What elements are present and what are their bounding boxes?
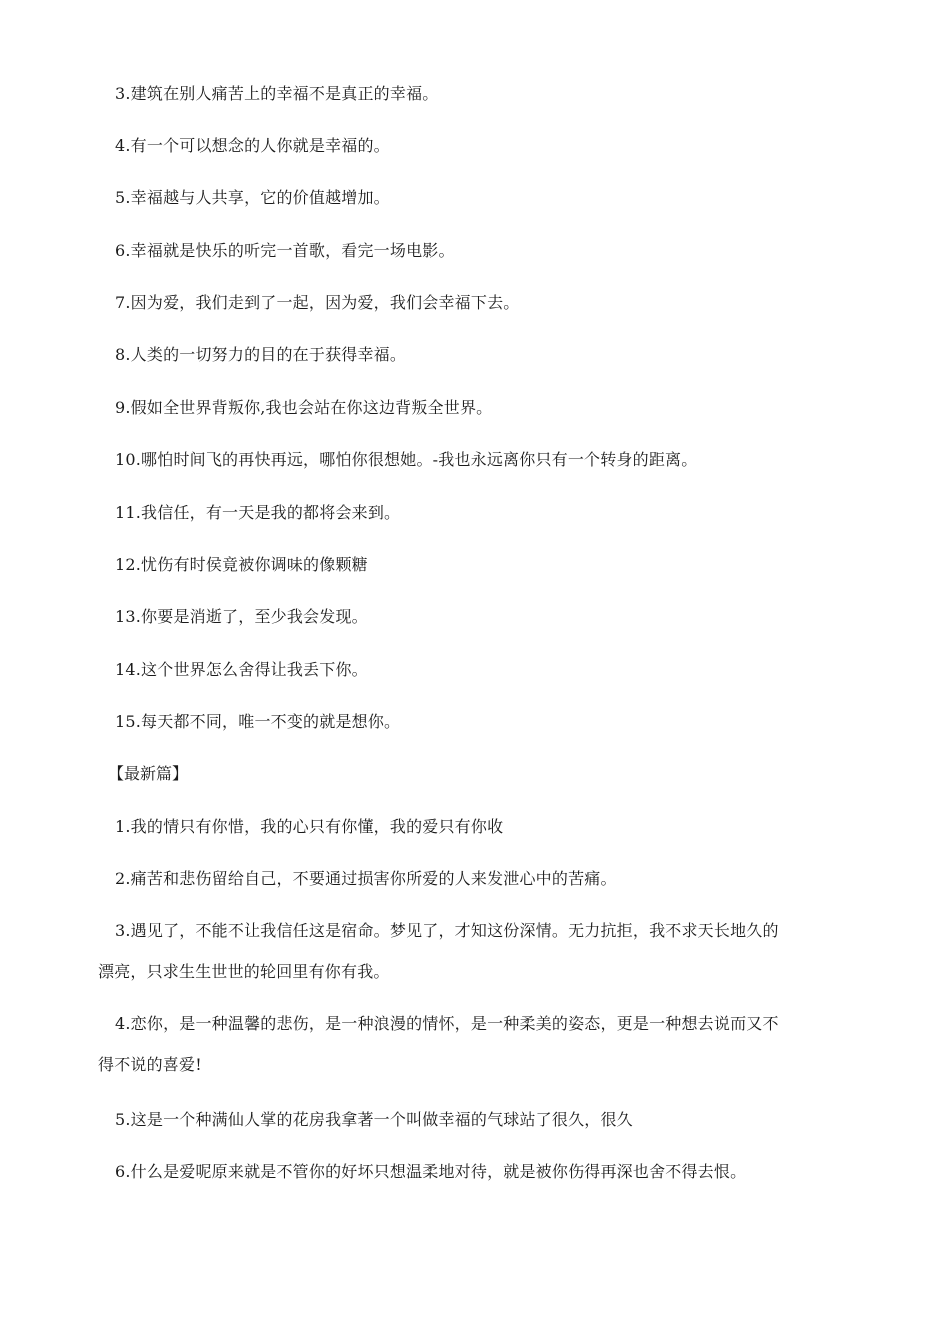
list-item: 3.建筑在别人痛苦上的幸福不是真正的幸福。: [115, 84, 439, 103]
paragraph-line: 漂亮，只求生生世世的轮回里有你有我。: [98, 962, 390, 981]
paragraph-line: 4.恋你，是一种温馨的悲伤，是一种浪漫的情怀，是一种柔美的姿态，更是一种想去说而又不: [115, 1014, 779, 1033]
paragraph-item: [98, 1014, 858, 1075]
list-item: 8.人类的一切努力的目的在于获得幸福。: [115, 345, 407, 364]
list-item: 1.我的情只有你惜，我的心只有你懂，我的爱只有你收: [115, 817, 504, 836]
list-item: 9.假如全世界背叛你,我也会站在你这边背叛全世界。: [115, 398, 493, 417]
list-item: 13.你要是消逝了，至少我会发现。: [115, 607, 368, 626]
list-item: 5.这是一个种满仙人掌的花房我拿著一个叫做幸福的气球站了很久，很久: [115, 1110, 633, 1129]
list-item: 6.幸福就是快乐的听完一首歌，看完一场电影。: [115, 241, 455, 260]
list-item: 11.我信任，有一天是我的都将会来到。: [115, 503, 401, 522]
list-item: 10.哪怕时间飞的再快再远，哪怕你很想她。-我也永远离你只有一个转身的距离。: [115, 450, 698, 469]
list-item: 5.幸福越与人共享，它的价值越增加。: [115, 188, 390, 207]
list-item: 4.有一个可以想念的人你就是幸福的。: [115, 136, 390, 155]
list-item: 14.这个世界怎么舍得让我丢下你。: [115, 660, 368, 679]
paragraph-line: 得不说的喜爱!: [98, 1055, 202, 1074]
list-item: 12.忧伤有时侯竟被你调味的像颗糖: [115, 555, 368, 574]
paragraph-line: 3.遇见了，不能不让我信任这是宿命。梦见了，才知这份深情。无力抗拒，我不求天长地久的: [115, 921, 779, 940]
list-item: 7.因为爱，我们走到了一起，因为爱，我们会幸福下去。: [115, 293, 520, 312]
paragraph-item: [98, 921, 858, 982]
section-heading: 【最新篇】: [108, 764, 189, 783]
list-item: 6.什么是爱呢原来就是不管你的好坏只想温柔地对待，就是被你伤得再深也舍不得去恨。: [115, 1162, 747, 1181]
list-item: 2.痛苦和悲伤留给自己，不要通过损害你所爱的人来发泄心中的苦痛。: [115, 869, 617, 888]
list-item: 15.每天都不同，唯一不变的就是想你。: [115, 712, 401, 731]
